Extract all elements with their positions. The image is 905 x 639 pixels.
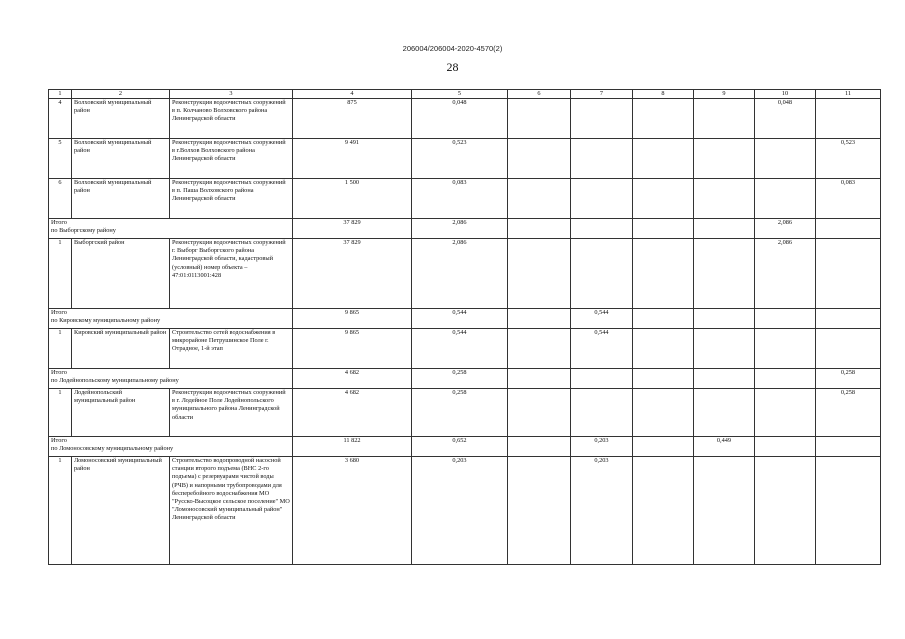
header-cell: 5: [412, 90, 508, 99]
value-cell-c7: [571, 389, 633, 437]
total-value-cell-c4: 9 865: [293, 309, 412, 329]
total-label: Итого: [51, 309, 67, 316]
value-cell-c5: 2,086: [412, 239, 508, 309]
total-value-cell-c11: [816, 309, 881, 329]
value-cell-c9: [694, 389, 755, 437]
total-value-cell-c11: 0,258: [816, 369, 881, 389]
value-cell-c4: 9 865: [293, 329, 412, 369]
object-description-cell: Реконструкция водоочистных сооружений в г. Лодейное Поле Лодейнопольского муниципального района Ленинградской области: [170, 389, 293, 437]
total-value-cell-c11: [816, 437, 881, 457]
value-cell-c10: [755, 329, 816, 369]
total-value-cell-c7: 0,203: [571, 437, 633, 457]
value-cell-c10: [755, 389, 816, 437]
total-value-cell-c4: 37 829: [293, 219, 412, 239]
object-description-cell: Реконструкция водоочистных сооружений в г.Волхов Волховского района Ленинградской области: [170, 139, 293, 179]
header-cell: 10: [755, 90, 816, 99]
value-cell-c4: 1 500: [293, 179, 412, 219]
value-cell-c9: [694, 179, 755, 219]
total-value-cell-c9: [694, 219, 755, 239]
value-cell-c6: [508, 329, 571, 369]
total-label: Итого: [51, 437, 67, 444]
value-cell-c5: 0,203: [412, 457, 508, 565]
value-cell-c11: 0,083: [816, 179, 881, 219]
total-label: Итого: [51, 369, 67, 376]
value-cell-c9: [694, 457, 755, 565]
value-cell-c9: [694, 139, 755, 179]
header-cell: 1: [49, 90, 72, 99]
total-value-cell-c11: [816, 219, 881, 239]
object-description-cell: Реконструкция водоочистных сооружений г. Выборг Выборгского района Ленинградской области, кадастровый (условный) номер объекта – 47:01:0113001:428: [170, 239, 293, 309]
value-cell-c11: 0,258: [816, 389, 881, 437]
total-value-cell-c4: 4 682: [293, 369, 412, 389]
total-value-cell-c10: [755, 309, 816, 329]
header-cell: 2: [72, 90, 170, 99]
table-row: [49, 179, 881, 219]
value-cell-c5: 0,083: [412, 179, 508, 219]
row-number-cell: 4: [49, 99, 72, 139]
total-value-cell-c4: 11 822: [293, 437, 412, 457]
value-cell-c10: [755, 179, 816, 219]
value-cell-c10: 2,086: [755, 239, 816, 309]
value-cell-c7: [571, 179, 633, 219]
value-cell-c11: [816, 239, 881, 309]
total-value-cell-c10: [755, 369, 816, 389]
district-cell: Волховский муниципальный район: [72, 99, 170, 139]
value-cell-c4: 875: [293, 99, 412, 139]
total-value-cell-c5: 0,258: [412, 369, 508, 389]
value-cell-c8: [633, 389, 694, 437]
total-label-cell: [49, 437, 293, 457]
value-cell-c8: [633, 139, 694, 179]
total-district-label: по Лодейнопольскому муниципальному району: [51, 377, 179, 385]
value-cell-c10: [755, 139, 816, 179]
total-value-cell-c8: [633, 369, 694, 389]
total-value-cell-c9: 0,449: [694, 437, 755, 457]
object-description-cell: Строительство водопроводной насосной станции второго подъема (ВНС 2-го подъема) с резервуарами чистой воды (РЧВ) и напорными трубопроводами для бесперебойного водоснабжения МО "Русско-Высоцкое сельское поселение" МО "Ломоносовский муниципальный район" Ленинградской области: [170, 457, 293, 565]
district-cell: Волховский муниципальный район: [72, 139, 170, 179]
total-value-cell-c10: [755, 437, 816, 457]
page-number: 28: [446, 60, 459, 74]
value-cell-c8: [633, 457, 694, 565]
total-value-cell-c6: [508, 437, 571, 457]
value-cell-c4: 37 829: [293, 239, 412, 309]
row-number-cell: 1: [49, 239, 72, 309]
total-value-cell-c8: [633, 309, 694, 329]
value-cell-c4: 4 682: [293, 389, 412, 437]
table-row: [49, 99, 881, 139]
object-description-cell: Реконструкция водоочистных сооружений в п. Колчаново Волховского района Ленинградской области: [170, 99, 293, 139]
total-value-cell-c9: [694, 309, 755, 329]
table-row: [49, 329, 881, 369]
district-cell: Лодейнопольский муниципальный район: [72, 389, 170, 437]
value-cell-c6: [508, 239, 571, 309]
total-row: [49, 219, 881, 239]
value-cell-c7: [571, 139, 633, 179]
value-cell-c6: [508, 457, 571, 565]
district-cell: Кировский муниципальный район: [72, 329, 170, 369]
total-value-cell-c5: 0,544: [412, 309, 508, 329]
object-description-cell: Строительство сетей водоснабжения в микрорайоне Петрушинское Поле г. Отрадное, 1-й этап: [170, 329, 293, 369]
value-cell-c8: [633, 179, 694, 219]
value-cell-c6: [508, 389, 571, 437]
total-label: Итого: [51, 219, 67, 226]
header-cell: 6: [508, 90, 571, 99]
value-cell-c6: [508, 99, 571, 139]
value-cell-c11: [816, 99, 881, 139]
value-cell-c7: 0,203: [571, 457, 633, 565]
table-row: [49, 139, 881, 179]
value-cell-c8: [633, 99, 694, 139]
row-number-cell: 1: [49, 329, 72, 369]
header-cell: 4: [293, 90, 412, 99]
total-value-cell-c5: 0,652: [412, 437, 508, 457]
value-cell-c7: 0,544: [571, 329, 633, 369]
value-cell-c7: [571, 99, 633, 139]
value-cell-c5: 0,048: [412, 99, 508, 139]
district-cell: Выборгский район: [72, 239, 170, 309]
value-cell-c10: [755, 457, 816, 565]
table-row: [49, 389, 881, 437]
total-district-label: по Ломоносовскому муниципальному району: [51, 445, 174, 453]
value-cell-c8: [633, 329, 694, 369]
row-number-cell: 1: [49, 457, 72, 565]
value-cell-c9: [694, 239, 755, 309]
total-value-cell-c6: [508, 309, 571, 329]
value-cell-c6: [508, 179, 571, 219]
value-cell-c6: [508, 139, 571, 179]
total-value-cell-c6: [508, 369, 571, 389]
total-value-cell-c8: [633, 219, 694, 239]
district-cell: Ломоносовский муниципальный район: [72, 457, 170, 565]
header-cell: 9: [694, 90, 755, 99]
value-cell-c10: 0,048: [755, 99, 816, 139]
total-value-cell-c5: 2,086: [412, 219, 508, 239]
row-number-cell: 5: [49, 139, 72, 179]
total-value-cell-c7: [571, 219, 633, 239]
header-cell: 8: [633, 90, 694, 99]
total-value-cell-c9: [694, 369, 755, 389]
total-row: [49, 309, 881, 329]
document-id: 206004/206004-2020-4570(2): [402, 44, 503, 53]
header-cell: 7: [571, 90, 633, 99]
value-cell-c4: 9 491: [293, 139, 412, 179]
row-number-cell: 1: [49, 389, 72, 437]
value-cell-c4: 3 680: [293, 457, 412, 565]
value-cell-c11: [816, 329, 881, 369]
total-label-cell: [49, 309, 293, 329]
total-value-cell-c6: [508, 219, 571, 239]
row-number-cell: 6: [49, 179, 72, 219]
total-district-label: по Выборгскому району: [51, 227, 116, 235]
total-row: [49, 437, 881, 457]
total-label-cell: [49, 369, 293, 389]
total-label-cell: [49, 219, 293, 239]
district-cell: Волховский муниципальный район: [72, 179, 170, 219]
value-cell-c5: 0,258: [412, 389, 508, 437]
table-row: [49, 239, 881, 309]
total-value-cell-c7: 0,544: [571, 309, 633, 329]
header-cell: 3: [170, 90, 293, 99]
value-cell-c5: 0,523: [412, 139, 508, 179]
total-row: [49, 369, 881, 389]
table-row: [49, 457, 881, 565]
value-cell-c9: [694, 99, 755, 139]
object-description-cell: Реконструкция водоочистных сооружений в п. Паша Волховского района Ленинградской области: [170, 179, 293, 219]
total-value-cell-c10: 2,086: [755, 219, 816, 239]
value-cell-c11: [816, 457, 881, 565]
total-value-cell-c7: [571, 369, 633, 389]
value-cell-c5: 0,544: [412, 329, 508, 369]
value-cell-c9: [694, 329, 755, 369]
total-district-label: по Кировскому муниципальному району: [51, 317, 161, 325]
header-cell: 11: [816, 90, 881, 99]
value-cell-c8: [633, 239, 694, 309]
value-cell-c11: 0,523: [816, 139, 881, 179]
data-table: [48, 89, 881, 565]
table-header-row: [49, 90, 881, 99]
value-cell-c7: [571, 239, 633, 309]
total-value-cell-c8: [633, 437, 694, 457]
